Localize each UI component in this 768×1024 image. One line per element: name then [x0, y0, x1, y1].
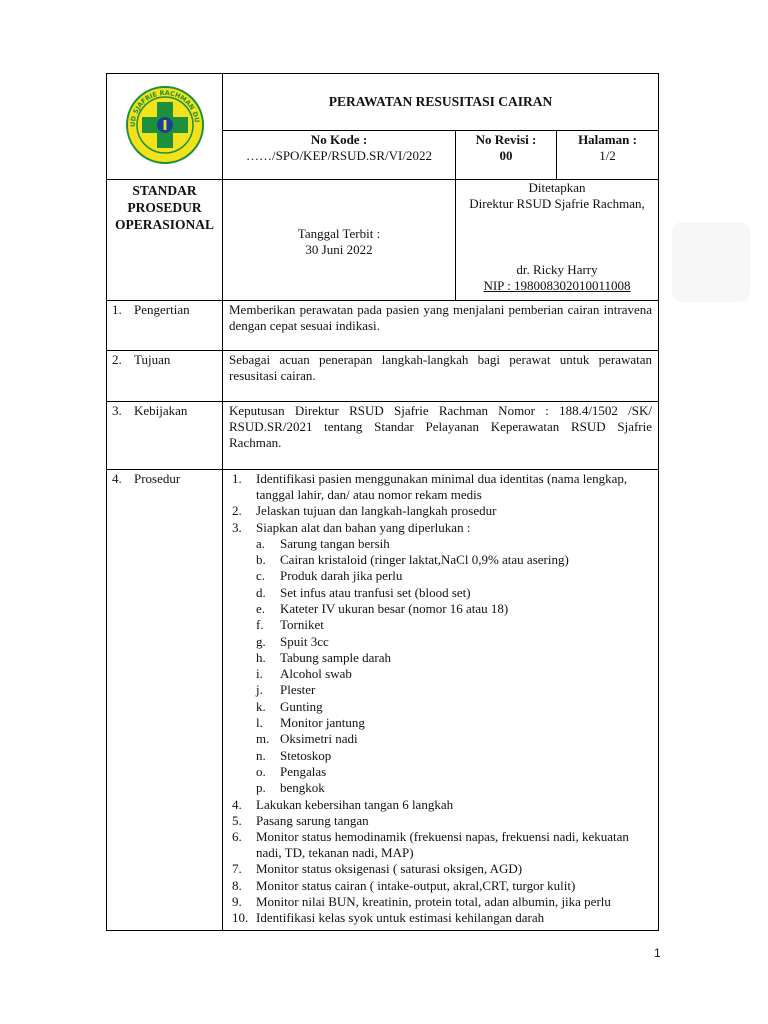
direktur-nama: dr. Ricky Harry [516, 262, 598, 277]
prosedur-step [232, 813, 652, 829]
halaman-value: 1/2 [599, 148, 616, 163]
prosedur-body [223, 470, 659, 931]
spo-table [106, 73, 659, 931]
ditetapkan-cell [456, 180, 659, 301]
prosedur-step-number: 4. [232, 796, 242, 812]
prosedur-step-text: Lakukan kebersihan tangan 6 langkah [256, 796, 454, 812]
tanggal-terbit-cell [223, 180, 456, 301]
no-kode-label: No Kode : [310, 132, 368, 147]
prosedur-step [232, 894, 652, 910]
alat-item-number: n. [256, 747, 266, 763]
prosedur-step-number: 2. [232, 503, 242, 519]
prosedur-step [232, 861, 652, 877]
prosedur-step [232, 878, 652, 894]
alat-item-text: Monitor jantung [280, 715, 365, 731]
section-number: 3. [112, 403, 122, 418]
tanggal-terbit-value: 30 Juni 2022 [305, 242, 373, 257]
alat-item [232, 748, 652, 764]
no-kode-value: ……/SPO/KEP/RSUD.SR/VI/2022 [245, 148, 432, 163]
spo-label-cell [107, 180, 223, 301]
alat-item-text: Oksimetri nadi [280, 731, 358, 747]
prosedur-step [232, 503, 652, 519]
kebijakan-label-cell [107, 402, 223, 470]
alat-item-text: Torniket [280, 617, 324, 633]
prosedur-label: Prosedur [134, 471, 181, 486]
alat-item [232, 764, 652, 780]
alat-item-text: Stetoskop [280, 747, 332, 763]
alat-item [232, 585, 652, 601]
alat-item-number: l. [256, 715, 263, 731]
prosedur-step-number: 8. [232, 877, 242, 893]
alat-item [232, 536, 652, 552]
section-number: 1. [112, 302, 122, 317]
prosedur-steps [232, 471, 652, 536]
prosedur-step-text: Monitor nilai BUN, kreatinin, protein total, adan albumin, jika perlu [256, 893, 611, 909]
alat-item [232, 731, 652, 747]
alat-item-text: Spuit 3cc [280, 633, 329, 649]
spo-document [106, 73, 658, 931]
logo-text: UD SJAFRIE RACHMAN DU [128, 88, 201, 127]
alat-item-number: f. [256, 617, 264, 633]
alat-item-number: a. [256, 535, 266, 551]
alat-item-number: h. [256, 649, 266, 665]
halaman-cell [557, 131, 659, 180]
alat-item [232, 568, 652, 584]
alat-item-number: d. [256, 584, 266, 600]
spo-label-line1: STANDAR [132, 183, 197, 198]
prosedur-step [232, 520, 652, 536]
alat-item-text: Kateter IV ukuran besar (nomor 16 atau 18) [280, 601, 509, 616]
alat-item-number: k. [256, 698, 266, 714]
prosedur-step-number: 1. [232, 471, 242, 486]
prosedur-step-number: 6. [232, 828, 242, 844]
spo-label-line2: PROSEDUR [127, 200, 202, 215]
prosedur-step-number: 10. [232, 909, 249, 925]
no-revisi-cell [456, 131, 557, 180]
alat-item-text: Cairan kristaloid (ringer laktat,NaCl 0,9% atau asering) [280, 552, 569, 568]
alat-item [232, 666, 652, 682]
kebijakan-label: Kebijakan [134, 403, 188, 418]
pengertian-label: Pengertian [134, 302, 190, 317]
alat-item-number: i. [256, 666, 263, 682]
alat-item-number: g. [256, 633, 266, 649]
section-number: 2. [112, 352, 122, 367]
alat-item-number: m. [256, 731, 270, 747]
alat-item-text: Set infus atau tranfusi set (blood set) [280, 584, 471, 600]
section-number: 4. [112, 471, 122, 486]
document-title: PERAWATAN RESUSITASI CAIRAN [223, 74, 659, 131]
tanggal-terbit-label: Tanggal Terbit : [297, 226, 381, 241]
alat-item-number: c. [256, 568, 266, 584]
alat-item [232, 699, 652, 715]
prosedur-steps-continued [232, 797, 652, 927]
prosedur-step-text: Identifikasi kelas syok untuk estimasi kehilangan darah [256, 909, 545, 925]
prosedur-step-number: 9. [232, 893, 242, 909]
alat-item-number: e. [256, 601, 266, 616]
prosedur-step-number: 3. [232, 519, 242, 535]
prosedur-step-text: Monitor status cairan ( intake-output, akral,CRT, turgor kulit) [256, 877, 576, 893]
prosedur-label-cell [107, 470, 223, 931]
alat-item-text: Tabung sample darah [280, 649, 391, 665]
tujuan-label-cell [107, 351, 223, 402]
alat-item-number: p. [256, 780, 266, 796]
ditetapkan-label: Ditetapkan [528, 180, 586, 195]
alat-item [232, 650, 652, 666]
alat-bahan-list [232, 536, 652, 797]
prosedur-step-number: 5. [232, 812, 242, 828]
alat-item [232, 682, 652, 698]
background-shape [672, 222, 750, 302]
alat-item-number: b. [256, 552, 266, 568]
no-revisi-label: No Revisi : [475, 132, 537, 147]
alat-item-text: Produk darah jika perlu [280, 568, 403, 584]
direktur-nip: NIP : 198008302010011008 [483, 278, 631, 293]
page-number: 1 [654, 946, 661, 960]
alat-item [232, 552, 652, 568]
prosedur-step-text: Pasang sarung tangan [256, 812, 369, 828]
alat-item [232, 634, 652, 650]
alat-item-text: Gunting [280, 698, 323, 714]
alat-item [232, 715, 652, 731]
alat-item-number: o. [256, 763, 266, 779]
prosedur-step-text: Identifikasi pasien menggunakan minimal dua identitas (nama lengkap, tanggal lahir, dan/ atau nomor rekam medis [256, 471, 628, 503]
tujuan-label: Tujuan [134, 352, 171, 367]
prosedur-step [232, 797, 652, 813]
no-revisi-value: 00 [499, 148, 513, 163]
alat-item [232, 601, 652, 617]
alat-item [232, 780, 652, 796]
prosedur-step [232, 471, 652, 503]
halaman-label: Halaman : [578, 132, 637, 147]
pengertian-label-cell [107, 301, 223, 351]
prosedur-step-text: Monitor status hemodinamik (frekuensi napas, frekuensi nadi, kekuatan nadi, TD, tekanan nadi, MAP) [256, 828, 629, 861]
direktur-label: Direktur RSUD Sjafrie Rachman, [469, 196, 645, 211]
prosedur-step-text: Jelaskan tujuan dan langkah-langkah prosedur [256, 503, 497, 519]
prosedur-step-number: 7. [232, 861, 242, 877]
alat-item-number: j. [256, 682, 263, 698]
alat-item-text: Alcohol swab [280, 666, 352, 682]
alat-item-text: Sarung tangan bersih [280, 535, 390, 551]
alat-item-text: bengkok [280, 780, 325, 796]
no-kode-cell [223, 131, 456, 180]
alat-item [232, 617, 652, 633]
hospital-logo [125, 85, 205, 165]
prosedur-step-text: Siapkan alat dan bahan yang diperlukan : [256, 519, 471, 535]
logo-cell [107, 74, 223, 180]
kebijakan-text: Keputusan Direktur RSUD Sjafrie Rachman Nomor : 188.4/1502 /SK/ RSUD.SR/2021 tentang Standar Pelayanan Keperawatan RSUD Sjafrie Rachman. [223, 402, 659, 470]
prosedur-step [232, 829, 652, 861]
prosedur-step-text: Monitor status oksigenasi ( saturasi oksigen, AGD) [256, 861, 523, 877]
alat-item-text: Pengalas [280, 763, 327, 779]
pengertian-text: Memberikan perawatan pada pasien yang menjalani pemberian cairan intravena dengan cepat sesuai indikasi. [223, 301, 659, 351]
tujuan-text: Sebagai acuan penerapan langkah-langkah bagi perawat untuk perawatan resusitasi cairan. [223, 351, 659, 402]
spo-label-line3: OPERASIONAL [114, 217, 214, 232]
prosedur-step [232, 910, 652, 926]
alat-item-text: Plester [280, 682, 316, 698]
